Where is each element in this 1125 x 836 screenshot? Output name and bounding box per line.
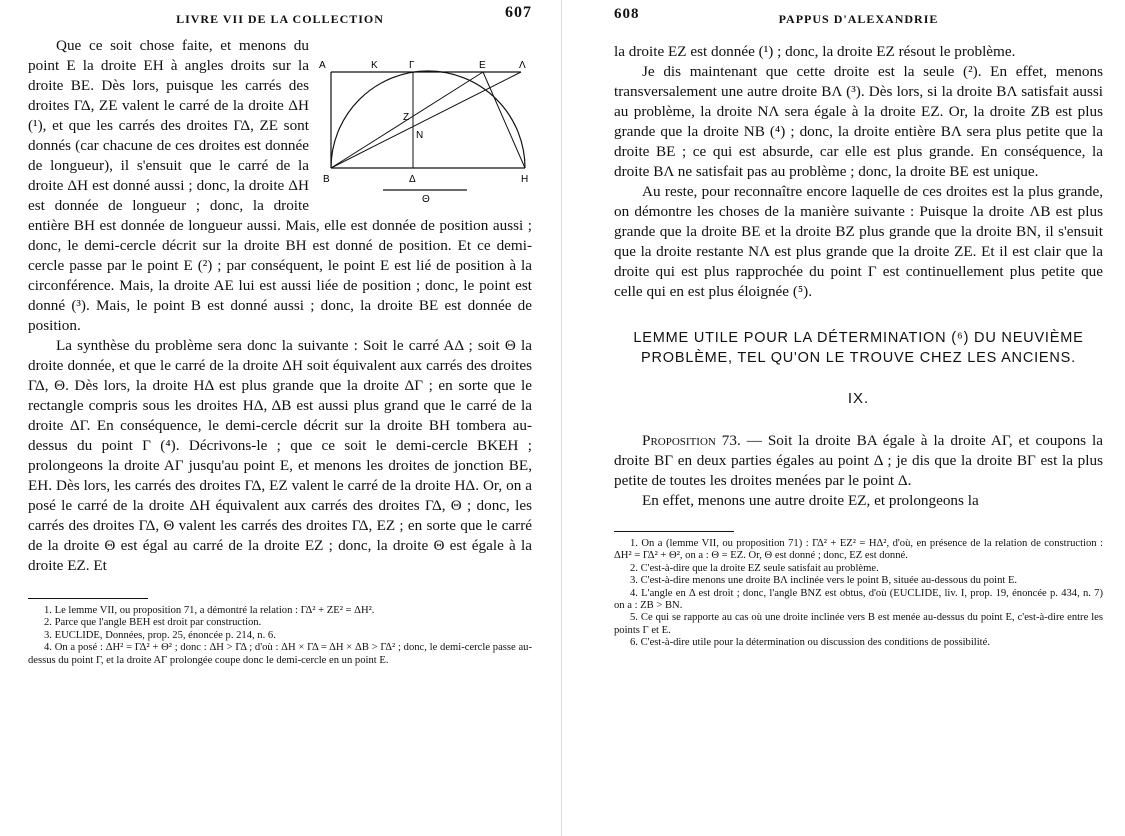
right-footnote-1: 1. On a (lemme VII, ou proposition 71) : ΓΔ² + EZ² = HΔ², d'où, en présence de la relation de construction : ΔH² = ΓΔ² + Θ², on a : Θ = EZ. Or, Θ est donné ; donc, EZ est donné. (614, 538, 1103, 562)
left-body-text (28, 36, 532, 576)
right-page-number: 608 (614, 6, 640, 22)
label-Delta: Δ (409, 174, 416, 185)
left-footnotes (28, 605, 532, 667)
label-H: H (521, 174, 529, 185)
label-B: B (323, 174, 330, 185)
right-running-head: PAPPUS D'ALEXANDRIE (778, 12, 939, 26)
label-Lambda: Λ (519, 60, 526, 71)
proposition-label: Proposition 73. (642, 432, 741, 449)
label-Z: Z (403, 112, 410, 123)
left-footnote-4: 4. On a posé : ΔH² = ΓΔ² + Θ² ; donc : ΔH > ΓΔ ; d'où : ΔH × ΓΔ = ΔH × ΔB > ΓΔ² ; donc, le demi-cercle passe au-dessus du point Γ, et la droite AΓ prolongée coupe donc le demi-cercle en un point E. (28, 642, 532, 666)
right-footnotes (614, 538, 1103, 650)
right-paragraph-5: En effet, menons une autre droite EZ, et prolongeons la (642, 492, 979, 509)
label-A: A (319, 60, 326, 71)
right-body-text-2 (614, 431, 1103, 511)
left-footnote-rule (28, 598, 148, 599)
left-paragraph-1 (28, 36, 532, 336)
right-footnote-4: 4. L'angle en Δ est droit ; donc, l'angle BNZ est obtus, d'où (EUCLIDE, liv. I, prop. 19, énoncée p. 434, n. 7) on a : ZB > BN. (614, 587, 1103, 612)
right-body-text (614, 42, 1103, 302)
right-footnote-5: 5. Ce qui se rapporte au cas où une droite inclinée vers B est menée au-dessus du point E, c'est-à-dire entre les points Γ et E. (614, 612, 1103, 636)
figure-svg (317, 40, 532, 202)
label-Theta: Θ (422, 194, 430, 202)
label-K: K (371, 60, 378, 71)
figure-line-EH (483, 72, 525, 168)
proposition-text: — Soit la droite BA égale à la droite AΓ, et coupons la droite BΓ en deux parties égales au point Δ ; je dis que la droite BΓ est la plus petite de toutes les droites menées par le point Δ. (614, 432, 1103, 489)
proposition-paragraph (614, 431, 1103, 491)
label-E: E (479, 60, 486, 71)
left-page-number: 607 (505, 4, 532, 21)
right-paragraph-3: Au reste, pour reconnaître encore laquelle de ces droites est la plus grande, on démontre les choses de la manière suivante : Puisque la droite ΛB est plus grande que la droite BE et la droite BZ plus grande que la droite BN, il s'ensuit que la droite restante NΛ est plus grande que la droite ZE. Et il est clair que la droite qui est plus rapprochée du point Γ est continuellement plus petite que celle qui en est plus éloignée (⁵). (614, 183, 1103, 300)
section-number: IX. (847, 390, 870, 407)
left-paragraph-2: La synthèse du problème sera donc la suivante : Soit le carré AΔ ; soit Θ la droite donnée, et que le carré de la droite ΔH soit équivalent aux carrés des droites ΓΔ, Θ. Dès lors, la droite HΔ est plus grande que la droite ΔΓ ; en sorte que le rectangle compris sous les droites HΔ, ΔB est aussi plus grand que le carré de la droite ΔΓ. En conséquence, le demi-cercle décrit sur la droite BH tombera au-dessus du point Γ (⁴). Décrivons-le ; que ce soit le demi-cercle BKEH ; prolongeons la droite AΓ jusqu'au point E, et menons les droites de jonction BE, EH. Dès lors, les carrés des droites ΓΔ, EZ valent le carré de la droite HΔ. Or, on a posé le carré de la droite ΔH équivalent aux carrés des droites ΓΔ, Θ ; donc, les carrés des droites ΓΔ, Θ valent les carrés des droites ΓΔ, EZ ; en sorte que le carré de la droite Θ est égal au carré de la droite EZ ; donc, la droite Θ est égale à la droite EZ. Et (28, 337, 532, 574)
left-paragraph-1-text: Que ce soit chose faite, et menons du point E la droite EH à angles droits sur la droite BE. Dès lors, puisque les carrés des droites ΓΔ, ZE valent le carré de la droite ΔH (¹), et que les carrés des droites ΓΔ, ZE sont donnés (car chacune de ces droites est donnée de longueur), il s'ensuit que le carré de la droite ΔH est donné aussi ; donc, la droite ΔH est donnée de longueur ; donc, la droite entière BH est donnée de longueur aussi. Mais, elle est donnée de position aussi ; donc, le demi-cercle décrit sur la droite BH est donné de position. Et ce demi-cercle passe par le point E (²) ; par conséquent, le point E est lié de position à la circonférence. Mais, la droite AE lui est aussi liée de position ; donc, le point est donné (³). Mais, le point B est donné aussi ; donc, la droite BE est donnée de position. (28, 37, 532, 334)
geometric-figure (317, 40, 532, 202)
left-footnote-1: 1. Le lemme VII, ou proposition 71, a démontré la relation : ΓΔ² + ZE² = ΔH². (44, 605, 375, 616)
lemma-title: LEMME UTILE POUR LA DÉTERMINATION (⁶) DU NEUVIÈME PROBLÈME, TEL QU'ON LE TROUVE CHEZ LES ANCIENS. (633, 330, 1084, 366)
left-running-head: LIVRE VII DE LA COLLECTION (176, 12, 384, 26)
label-N: N (416, 130, 424, 141)
right-paragraph-2: Je dis maintenant que cette droite est la seule (²). En effet, menons transversalement une autre droite BΛ (³). Dès lors, si la droite BΛ satisfait aussi au problème, la droite NΛ sera égale à la droite EZ. Or, la droite ZB est plus grande que la droite NB (⁴) ; donc, la droite entière BΛ sera plus petite que la droite BE ; ce qui est absurde, car elle est plus grande. En conséquence, la droite BΛ ne satisfait pas au problème ; donc, la droite BE est unique. (614, 63, 1103, 180)
label-Gamma: Γ (409, 60, 415, 71)
left-page-header (28, 0, 532, 30)
right-footnote-2: 2. C'est-à-dire que la droite EZ seule satisfait au problème. (630, 562, 879, 574)
right-page-header (614, 0, 1103, 30)
right-footnote-rule (614, 531, 734, 532)
right-footnote-3: 3. C'est-à-dire menons une droite BΛ inclinée vers le point B, située au-dessous du point E. (630, 575, 1018, 587)
left-footnote-3: 3. EUCLIDE, Données, prop. 25, énoncée p. 214, n. 6. (44, 629, 276, 641)
right-page (562, 0, 1125, 836)
right-footnote-6: 6. C'est-à-dire utile pour la détermination ou discussion des conditions de possibilité. (630, 637, 990, 649)
left-footnote-2: 2. Parce que l'angle BEH est droit par construction. (44, 617, 262, 629)
right-paragraph-1: la droite EZ est donnée (¹) ; donc, la droite EZ résout le problème. (614, 43, 1016, 60)
figure-line-BL (331, 72, 521, 168)
left-page (0, 0, 562, 836)
